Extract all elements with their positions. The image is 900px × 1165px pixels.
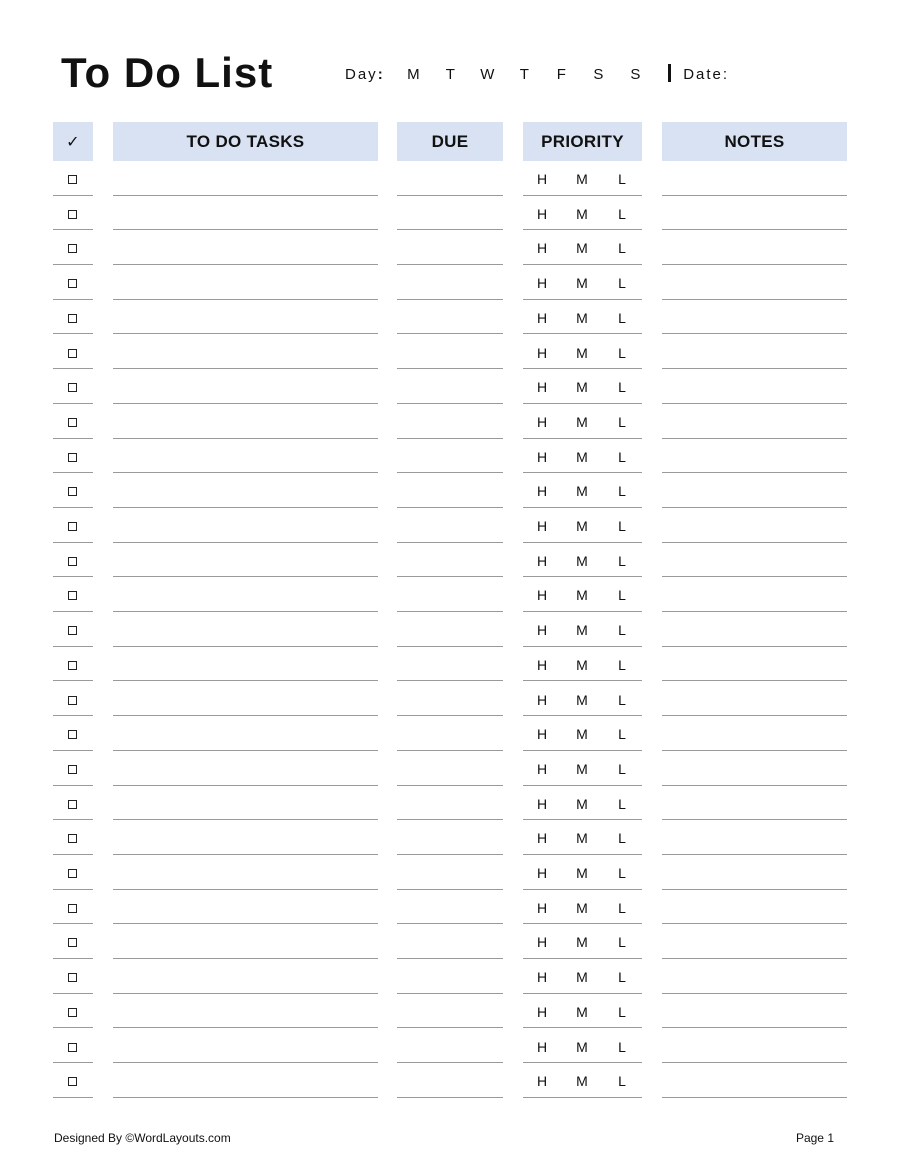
- date-label[interactable]: Date:: [683, 66, 730, 83]
- priority-option[interactable]: M: [576, 760, 588, 777]
- task-cell[interactable]: [113, 577, 378, 612]
- priority-option[interactable]: H: [536, 899, 548, 916]
- priority-option[interactable]: L: [618, 795, 626, 812]
- priority-header-label: PRIORITY: [541, 131, 624, 151]
- due-cell[interactable]: [397, 924, 503, 959]
- priority-option[interactable]: L: [618, 552, 626, 569]
- priority-option[interactable]: H: [536, 344, 548, 361]
- notes-cell[interactable]: [662, 335, 847, 370]
- notes-cell[interactable]: [662, 959, 847, 994]
- task-cell[interactable]: [113, 994, 378, 1029]
- footer-credit: Designed By ©WordLayouts.com: [54, 1131, 231, 1145]
- checkbox-icon[interactable]: [68, 279, 77, 288]
- priority-option[interactable]: L: [618, 830, 626, 847]
- due-cell[interactable]: [397, 230, 503, 265]
- priority-option[interactable]: M: [576, 275, 588, 292]
- due-cell[interactable]: [397, 994, 503, 1029]
- priority-option[interactable]: M: [576, 1038, 588, 1055]
- priority-column-header: [523, 122, 642, 161]
- tasks-header-label: TO DO TASKS: [186, 131, 305, 151]
- task-cell[interactable]: [113, 543, 378, 578]
- priority-option[interactable]: M: [576, 552, 588, 569]
- task-cell[interactable]: [113, 682, 378, 717]
- priority-option[interactable]: L: [618, 309, 626, 326]
- check-column-header: [53, 122, 93, 161]
- priority-option[interactable]: L: [618, 379, 626, 396]
- due-column-header: [397, 122, 503, 161]
- priority-option[interactable]: M: [576, 795, 588, 812]
- notes-cell[interactable]: [662, 543, 847, 578]
- checkbox-icon[interactable]: [68, 696, 77, 705]
- priority-option[interactable]: M: [576, 205, 588, 222]
- priority-option[interactable]: H: [536, 413, 548, 430]
- priority-option[interactable]: H: [536, 1038, 548, 1055]
- notes-cell[interactable]: [662, 786, 847, 821]
- priority-option[interactable]: M: [576, 691, 588, 708]
- notes-cell[interactable]: [662, 300, 847, 335]
- priority-option[interactable]: M: [576, 240, 588, 257]
- notes-cell[interactable]: [662, 1063, 847, 1098]
- priority-option[interactable]: L: [618, 205, 626, 222]
- priority-option[interactable]: L: [618, 413, 626, 430]
- priority-option[interactable]: L: [618, 240, 626, 257]
- priority-option[interactable]: M: [576, 448, 588, 465]
- checkbox-icon[interactable]: [68, 1008, 77, 1017]
- day-date-row: [345, 64, 729, 86]
- priority-option[interactable]: H: [536, 483, 548, 500]
- checkbox-icon[interactable]: [68, 244, 77, 253]
- checkbox-icon[interactable]: [68, 1043, 77, 1052]
- priority-option[interactable]: H: [536, 240, 548, 257]
- priority-option[interactable]: M: [576, 518, 588, 534]
- day-letters: [395, 64, 654, 86]
- checkbox-icon[interactable]: [68, 418, 77, 427]
- due-cell[interactable]: [397, 577, 503, 612]
- due-cell[interactable]: [397, 855, 503, 890]
- priority-option[interactable]: H: [536, 171, 548, 187]
- due-cell[interactable]: [397, 682, 503, 717]
- priority-option[interactable]: M: [576, 483, 588, 500]
- priority-option[interactable]: M: [576, 344, 588, 361]
- priority-option[interactable]: M: [576, 865, 588, 881]
- priority-option[interactable]: H: [536, 656, 548, 673]
- checkbox-icon[interactable]: [68, 938, 77, 947]
- notes-cell[interactable]: [662, 890, 847, 925]
- priority-option[interactable]: L: [618, 483, 626, 500]
- task-cell[interactable]: [113, 1063, 378, 1098]
- checkbox-icon[interactable]: [68, 626, 77, 635]
- notes-cell[interactable]: [662, 855, 847, 890]
- priority-option[interactable]: M: [576, 309, 588, 326]
- checkbox-icon[interactable]: [68, 557, 77, 566]
- task-cell[interactable]: [113, 196, 378, 231]
- priority-option[interactable]: M: [576, 379, 588, 396]
- task-cell[interactable]: [113, 924, 378, 959]
- tasks-column-header: [113, 122, 378, 161]
- priority-option[interactable]: L: [618, 934, 626, 951]
- day-option[interactable]: S: [593, 66, 604, 83]
- task-cell[interactable]: [113, 890, 378, 925]
- priority-option[interactable]: L: [618, 1003, 626, 1020]
- notes-cell[interactable]: [662, 820, 847, 855]
- checkbox-icon[interactable]: [68, 314, 77, 323]
- priority-option[interactable]: M: [576, 587, 588, 604]
- priority-option[interactable]: H: [536, 518, 548, 534]
- priority-option[interactable]: L: [618, 656, 626, 673]
- due-cell[interactable]: [397, 890, 503, 925]
- notes-cell[interactable]: [662, 473, 847, 508]
- notes-column-header: [662, 122, 847, 161]
- checkbox-icon[interactable]: [68, 834, 77, 843]
- priority-option[interactable]: H: [536, 865, 548, 881]
- checkbox-icon[interactable]: [68, 765, 77, 774]
- priority-option[interactable]: L: [618, 448, 626, 465]
- task-cell[interactable]: [113, 439, 378, 474]
- notes-cell[interactable]: [662, 612, 847, 647]
- task-cell[interactable]: [113, 751, 378, 786]
- priority-option[interactable]: H: [536, 622, 548, 639]
- day-option[interactable]: F: [556, 66, 566, 83]
- notes-cell[interactable]: [662, 751, 847, 786]
- due-cell[interactable]: [397, 508, 503, 543]
- checkbox-icon[interactable]: [68, 730, 77, 739]
- due-cell[interactable]: [397, 647, 503, 682]
- priority-option[interactable]: H: [536, 552, 548, 569]
- notes-cell[interactable]: [662, 994, 847, 1029]
- checkbox-icon[interactable]: [68, 800, 77, 809]
- priority-option[interactable]: H: [536, 309, 548, 326]
- task-cell[interactable]: [113, 369, 378, 404]
- due-cell[interactable]: [397, 1063, 503, 1098]
- priority-option[interactable]: L: [618, 760, 626, 777]
- priority-option[interactable]: L: [618, 726, 626, 743]
- priority-option[interactable]: L: [618, 1038, 626, 1055]
- priority-option[interactable]: H: [536, 587, 548, 604]
- task-cell[interactable]: [113, 473, 378, 508]
- task-cell[interactable]: [113, 300, 378, 335]
- due-cell[interactable]: [397, 161, 503, 196]
- day-option[interactable]: W: [480, 66, 495, 83]
- notes-cell[interactable]: [662, 196, 847, 231]
- checkmark-icon: ✓: [66, 133, 80, 151]
- due-cell[interactable]: [397, 716, 503, 751]
- day-label: Day:: [345, 66, 385, 83]
- checkbox-icon[interactable]: [68, 869, 77, 878]
- priority-option[interactable]: M: [576, 622, 588, 639]
- task-cell[interactable]: [113, 959, 378, 994]
- priority-option[interactable]: H: [536, 969, 548, 986]
- checkbox-icon[interactable]: [68, 175, 77, 184]
- priority-option[interactable]: L: [618, 587, 626, 604]
- priority-option[interactable]: M: [576, 413, 588, 430]
- priority-option[interactable]: L: [618, 275, 626, 292]
- priority-option[interactable]: M: [576, 1003, 588, 1020]
- priority-option[interactable]: M: [576, 726, 588, 743]
- task-cell[interactable]: [113, 612, 378, 647]
- priority-option[interactable]: H: [536, 379, 548, 396]
- task-cell[interactable]: [113, 855, 378, 890]
- notes-cell[interactable]: [662, 924, 847, 959]
- priority-option[interactable]: H: [536, 1003, 548, 1020]
- day-option[interactable]: M: [407, 66, 420, 83]
- task-cell[interactable]: [113, 1029, 378, 1064]
- priority-option[interactable]: M: [576, 969, 588, 986]
- notes-cell[interactable]: [662, 682, 847, 717]
- due-cell[interactable]: [397, 335, 503, 370]
- notes-cell[interactable]: [662, 1029, 847, 1064]
- checkbox-icon[interactable]: [68, 591, 77, 600]
- task-cell[interactable]: [113, 508, 378, 543]
- priority-option[interactable]: H: [536, 1073, 548, 1090]
- due-cell[interactable]: [397, 265, 503, 300]
- page-number: Page 1: [795, 1131, 834, 1145]
- due-cell[interactable]: [397, 1029, 503, 1064]
- notes-cell[interactable]: [662, 716, 847, 751]
- task-cell[interactable]: [113, 716, 378, 751]
- day-option[interactable]: T: [519, 66, 529, 83]
- notes-cell[interactable]: [662, 230, 847, 265]
- priority-option[interactable]: L: [618, 344, 626, 361]
- due-cell[interactable]: [397, 404, 503, 439]
- checkbox-icon[interactable]: [68, 453, 77, 462]
- day-option[interactable]: S: [630, 66, 641, 83]
- due-cell[interactable]: [397, 959, 503, 994]
- notes-cell[interactable]: [662, 577, 847, 612]
- checkbox-icon[interactable]: [68, 904, 77, 913]
- priority-option[interactable]: L: [618, 969, 626, 986]
- priority-option[interactable]: L: [618, 865, 626, 881]
- priority-option[interactable]: H: [536, 830, 548, 847]
- priority-option[interactable]: M: [576, 1073, 588, 1090]
- priority-option[interactable]: M: [576, 899, 588, 916]
- task-cell[interactable]: [113, 230, 378, 265]
- priority-option[interactable]: H: [536, 795, 548, 812]
- notes-cell[interactable]: [662, 508, 847, 543]
- priority-option[interactable]: M: [576, 934, 588, 951]
- day-date-divider: [668, 64, 671, 82]
- task-cell[interactable]: [113, 335, 378, 370]
- priority-option[interactable]: M: [576, 656, 588, 673]
- notes-header-label: NOTES: [724, 131, 785, 151]
- day-option[interactable]: T: [445, 66, 455, 83]
- due-cell[interactable]: [397, 369, 503, 404]
- due-cell[interactable]: [397, 820, 503, 855]
- checkbox-icon[interactable]: [68, 383, 77, 392]
- due-header-label: DUE: [431, 131, 469, 151]
- due-cell[interactable]: [397, 473, 503, 508]
- priority-option[interactable]: H: [536, 934, 548, 951]
- notes-cell[interactable]: [662, 369, 847, 404]
- priority-option[interactable]: L: [618, 622, 626, 639]
- priority-option[interactable]: H: [536, 448, 548, 465]
- priority-option[interactable]: H: [536, 760, 548, 777]
- notes-cell[interactable]: [662, 439, 847, 474]
- checkbox-icon[interactable]: [68, 349, 77, 358]
- checkbox-icon[interactable]: [68, 973, 77, 982]
- page-title: To Do List: [61, 49, 274, 96]
- checkbox-icon[interactable]: [68, 661, 77, 670]
- notes-cell[interactable]: [662, 161, 847, 196]
- priority-option[interactable]: L: [618, 1073, 626, 1090]
- task-cell[interactable]: [113, 404, 378, 439]
- task-cell[interactable]: [113, 647, 378, 682]
- due-cell[interactable]: [397, 612, 503, 647]
- checkbox-icon[interactable]: [68, 210, 77, 219]
- task-cell[interactable]: [113, 265, 378, 300]
- notes-cell[interactable]: [662, 265, 847, 300]
- checkbox-icon[interactable]: [68, 487, 77, 496]
- task-cell[interactable]: [113, 786, 378, 821]
- priority-option[interactable]: L: [618, 691, 626, 708]
- checkbox-icon[interactable]: [68, 1077, 77, 1086]
- due-cell[interactable]: [397, 751, 503, 786]
- priority-option[interactable]: M: [576, 171, 588, 187]
- priority-option[interactable]: H: [536, 691, 548, 708]
- priority-option[interactable]: H: [536, 205, 548, 222]
- due-cell[interactable]: [397, 196, 503, 231]
- due-cell[interactable]: [397, 543, 503, 578]
- priority-option[interactable]: L: [618, 171, 626, 187]
- task-cell[interactable]: [113, 820, 378, 855]
- priority-option[interactable]: M: [576, 830, 588, 847]
- due-cell[interactable]: [397, 300, 503, 335]
- due-cell[interactable]: [397, 439, 503, 474]
- due-cell[interactable]: [397, 786, 503, 821]
- notes-cell[interactable]: [662, 404, 847, 439]
- checkbox-icon[interactable]: [68, 522, 77, 531]
- task-cell[interactable]: [113, 161, 378, 196]
- notes-cell[interactable]: [662, 647, 847, 682]
- priority-option[interactable]: H: [536, 275, 548, 292]
- priority-option[interactable]: H: [536, 726, 548, 743]
- priority-option[interactable]: L: [618, 518, 626, 534]
- priority-option[interactable]: L: [618, 899, 626, 916]
